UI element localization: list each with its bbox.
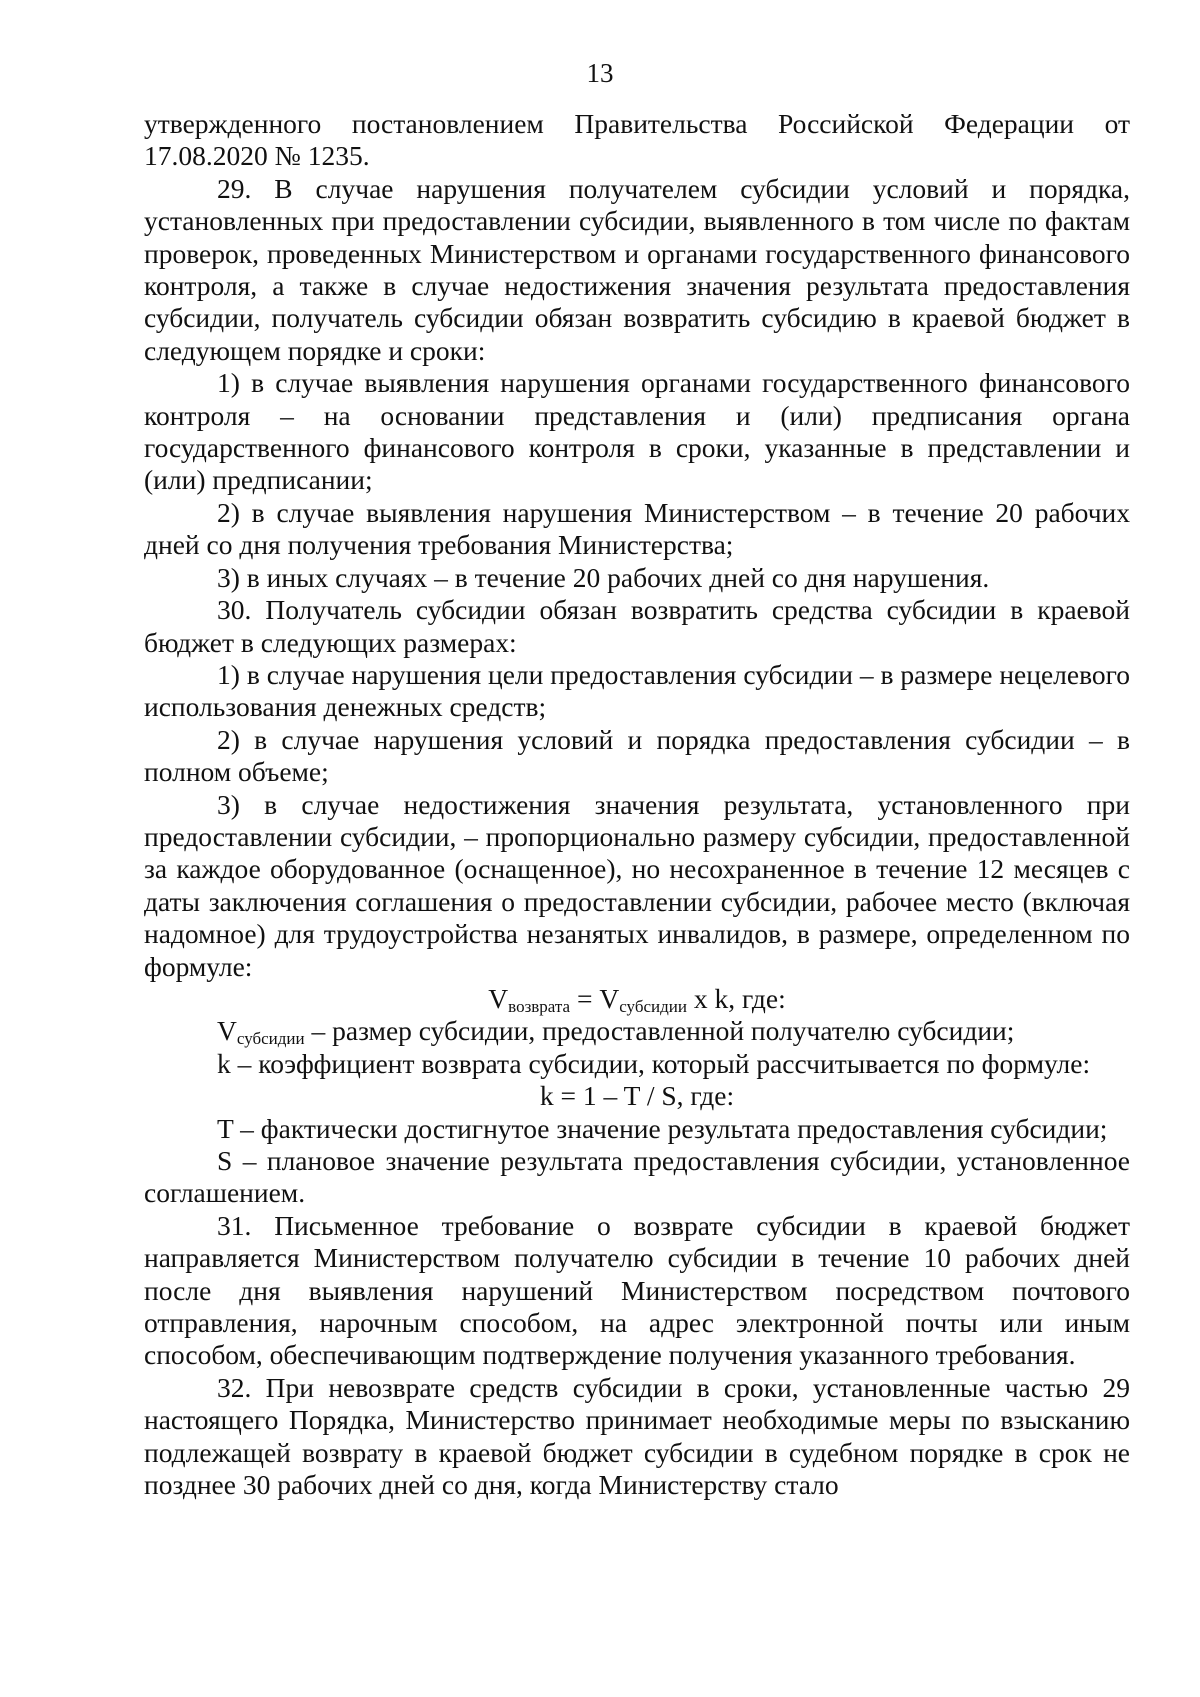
- formula-return: [144, 983, 1130, 1015]
- definition-v-text: – размер субсидии, предоставленной получателю субсидии;: [304, 1015, 1015, 1047]
- formula-equals: = V: [570, 982, 620, 1014]
- paragraph-30-item-2: 2) в случае нарушения условий и порядка предоставления субсидии – в полном объеме;: [144, 723, 1130, 788]
- paragraph-31: 31. Письменное требование о возврате субсидии в краевой бюджет направляется Министерством получателю субсидии в течение 10 рабочих дней после дня выявления нарушений Министерством посредством почтового отправления, нарочным способом, на адрес электронной почты или иным способом, обеспечивающим подтверждение получения указанного требования.: [144, 1209, 1130, 1371]
- formula-v: V: [488, 982, 509, 1014]
- definition-v-sub: субсидии: [236, 1029, 305, 1049]
- formula-k: k = 1 – T / S, где:: [539, 1080, 735, 1112]
- document-body: [144, 108, 1130, 1501]
- definition-v-subsidy: [144, 1015, 1130, 1047]
- page-number: 13: [586, 58, 614, 88]
- formula-sub-subsidy: субсидии: [619, 996, 687, 1016]
- formula-tail: x k, где:: [686, 982, 786, 1014]
- formula-sub-return: возврата: [508, 996, 571, 1016]
- paragraph-29-item-2: 2) в случае выявления нарушения Министерством – в течение 20 рабочих дней со дня получения требования Министерства;: [144, 496, 1130, 561]
- definition-k: k – коэффициент возврата субсидии, который рассчитывается по формуле:: [217, 1047, 1091, 1079]
- definition-v: V: [217, 1015, 237, 1047]
- paragraph-29-item-1: 1) в случае выявления нарушения органами государственного финансового контроля – на основании представления и (или) предписания органа государственного финансового контроля в сроки, указанные в представлении и (или) предписании;: [144, 367, 1130, 496]
- definition-s: S – плановое значение результата предоставления субсидии, установленное соглашением.: [144, 1145, 1130, 1209]
- paragraph-30-item-1: 1) в случае нарушения цели предоставления субсидии – в размере нецелевого использования денежных средств;: [144, 658, 1130, 723]
- continuation-paragraph: утвержденного постановлением Правительства Российской Федерации от 17.08.2020 № 1235.: [144, 108, 1130, 172]
- paragraph-30-item-3: 3) в случае недостижения значения результата, установленного при предоставлении субсидии, – пропорционально размеру субсидии, предоставленной за каждое оборудованное (оснащенное), но несохраненное в течение 12 месяцев с даты заключения соглашения о предоставлении субсидии, рабочее место (включая надомное) для трудоустройства незанятых инвалидов, в размере, определенном по формуле:: [144, 788, 1130, 982]
- paragraph-32: 32. При невозврате средств субсидии в сроки, установленные частью 29 настоящего Порядка, Министерство принимает необходимые меры по взысканию подлежащей возврату в краевой бюджет субсидии в судебном порядке в срок не позднее 30 рабочих дней со дня, когда Министерству стало: [144, 1371, 1130, 1501]
- definition-t: T – фактически достигнутое значение результата предоставления субсидии;: [217, 1112, 1108, 1144]
- paragraph-30: 30. Получатель субсидии обязан возвратить средства субсидии в краевой бюджет в следующих размерах:: [144, 594, 1130, 658]
- paragraph-29: 29. В случае нарушения получателем субсидии условий и порядка, установленных при предоставлении субсидии, выявленного в том числе по фактам проверок, проведенных Министерством и органами государственного финансового контроля, а также в случае недостижения значения результата предоставления субсидии, получатель субсидии обязан возвратить субсидию в краевой бюджет в следующем порядке и сроки:: [144, 172, 1130, 366]
- paragraph-29-item-3: 3) в иных случаях – в течение 20 рабочих дней со дня нарушения.: [217, 561, 990, 593]
